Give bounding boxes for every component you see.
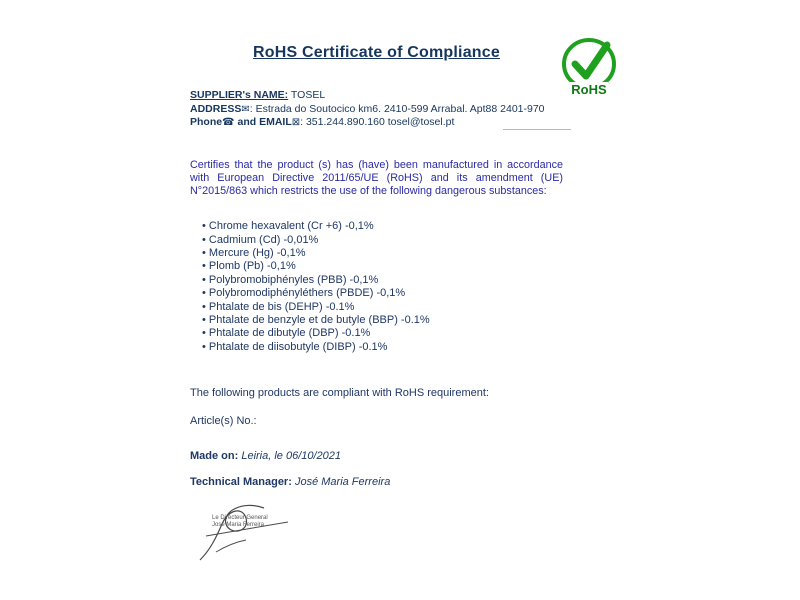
substances-list (190, 220, 563, 354)
address-label: ADDRESS (190, 102, 242, 115)
supplier-name-line (190, 89, 563, 103)
made-on-label: Made on: (190, 450, 239, 463)
substance-item: • Cadmium (Cd) -0,01% (202, 234, 563, 247)
compliance-statement: The following products are compliant with RoHS requirement: (190, 387, 489, 400)
envelope-icon: ✉ (241, 103, 250, 115)
made-on-line (190, 450, 563, 462)
signature-caption-line1: Le Directeur General (212, 515, 268, 521)
rohs-checkmark-icon (560, 35, 620, 99)
substance-item: • Plomb (Pb) -0,1% (202, 260, 563, 273)
rohs-logo (560, 35, 620, 99)
substance-item: • Phtalate de bis (DEHP) -0.1% (202, 301, 563, 314)
certification-statement: Certifies that the product (s) has (have) been manufactured in accordance with European Directive 2011/65/UE (RoHS) and its amendment (UE) N°2015/863 which restricts the use of the following dangerous substances: (190, 158, 563, 197)
email-icon: ⊠ (291, 117, 301, 128)
supplier-name-value: TOSEL (290, 89, 326, 101)
substance-item: • Polybromobiphényles (PBB) -0,1% (202, 274, 563, 287)
substance-item: • Phtalate de benzyle et de butyle (BBP) -0.1% (202, 314, 563, 327)
substance-item: • Phtalate de diisobutyle (DIBP) -0.1% (202, 341, 563, 354)
page-title: RoHS Certificate of Compliance (253, 44, 500, 61)
signature-scribble-icon (192, 500, 312, 570)
email-label: and EMAIL (237, 116, 292, 128)
substance-item: • Phtalate de dibutyle (DBP) -0.1% (202, 327, 563, 340)
signature-block (192, 500, 322, 570)
contact-value: : 351.244.890.160 tosel@tosel.pt (300, 116, 455, 128)
article-number-label: Article(s) No.: (190, 415, 257, 428)
address-value: : Estrada do Soutocico km6. 2410-599 Arrabal. Apt88 2401-970 (249, 102, 545, 115)
technical-manager-label: Technical Manager: (190, 476, 292, 489)
phone-icon: ☎ (222, 117, 235, 128)
technical-manager-name: José Maria Ferreira (294, 476, 391, 489)
substance-item: • Chrome hexavalent (Cr +6) -0,1% (202, 220, 563, 233)
divider-line (503, 129, 571, 130)
signature-caption-line2: José Maria Ferreira (212, 522, 265, 528)
supplier-contact-line (190, 116, 563, 130)
supplier-name-label: SUPPLIER's NAME: (190, 89, 289, 101)
svg-text:RoHS: RoHS (571, 82, 607, 97)
phone-label: Phone (190, 116, 223, 128)
document-body (190, 44, 563, 488)
technical-manager-line (190, 476, 563, 488)
supplier-address-line (190, 103, 563, 117)
substance-item: • Polybromodiphényléthers (PBDE) -0,1% (202, 287, 563, 300)
substance-item: • Mercure (Hg) -0,1% (202, 247, 563, 260)
supplier-block (190, 89, 563, 130)
made-on-value: Leiria, le 06/10/2021 (241, 450, 342, 463)
